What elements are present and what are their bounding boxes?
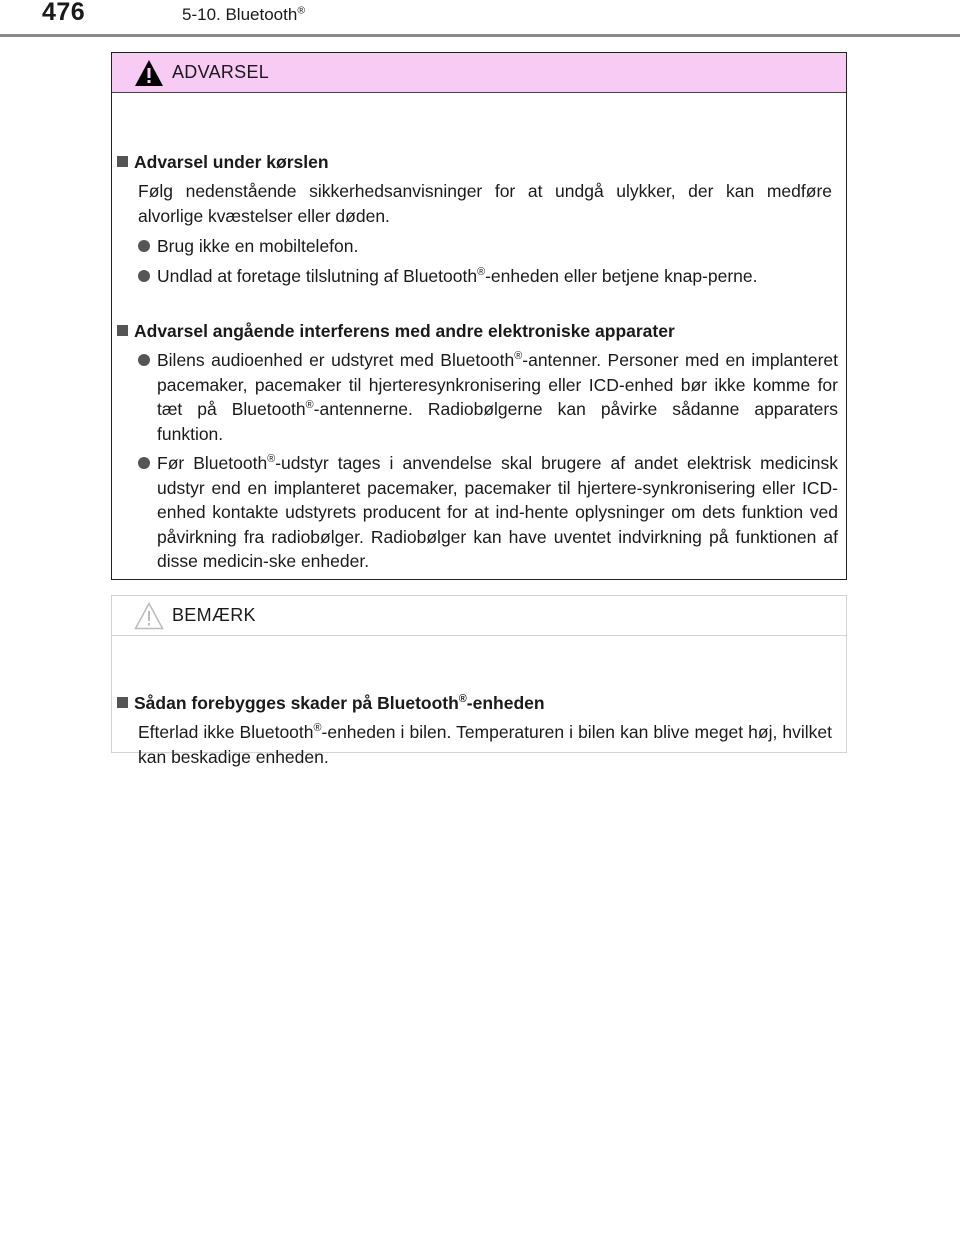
note-title: BEMÆRK [172, 605, 256, 625]
section-heading-text: Advarsel angående interferens med andre elektroniske apparater [134, 321, 675, 341]
section-title-text: 5-10. Bluetooth [182, 5, 298, 24]
round-bullet-icon [138, 270, 150, 282]
warning-title: ADVARSEL [172, 62, 270, 82]
note-box-header [112, 596, 846, 636]
section-heading-driving [117, 150, 836, 174]
list-item [138, 451, 838, 574]
list-item [138, 234, 838, 259]
round-bullet-icon [138, 240, 150, 252]
header-rule [0, 34, 960, 37]
square-bullet-icon [117, 325, 128, 336]
square-bullet-icon [117, 697, 128, 708]
note-body: Efterlad ikke Bluetooth®-enheden i bilen. Temperaturen i bilen kan blive meget høj, hvilket kan beskadige enheden. [138, 722, 832, 767]
note-heading: Sådan forebygges skader på Bluetooth®-enheden [117, 691, 836, 715]
section-heading-interference [117, 319, 836, 343]
list-item [138, 348, 838, 446]
list-item-text: Bilens audioenhed er udstyret med Bluetooth®-antenner. Personer med en implanteret pacemaker, pacemaker til hjerteresynkronisering eller ICD-enhed bør ikke komme for tæt på Bluetooth®-antennerne. Radiobølgerne kan påvirke sådanne apparaters funktion. [157, 350, 839, 444]
caution-triangle-icon [134, 602, 164, 630]
section-intro: Følg nedenstående sikkerhedsanvisninger for at undgå ulykker, der kan medføre alvorlige kvæstelser eller døden. [138, 181, 832, 226]
round-bullet-icon [138, 354, 150, 366]
warning-triangle-icon [134, 59, 164, 87]
registered-mark: ® [297, 4, 306, 17]
warning-box-header [112, 53, 846, 93]
list-item-text: Undlad at foretage tilslutning af Bluetooth®-enheden eller betjene knap-perne. [157, 266, 758, 286]
round-bullet-icon [138, 457, 150, 469]
list-item-text: Før Bluetooth®-udstyr tages i anvendelse skal brugere af andet elektrisk medicinsk udstyr end en implanteret pacemaker, pacemaker til hjertere-synkronisering eller ICD-enhed kontakte udstyrets producent for at ind-hente oplysninger om dets funktion ved påvirkning fra radiobølger. Radiobølger kan have uventet indvirkning på funktionen af disse medicin-ske enheder. [157, 453, 838, 571]
square-bullet-icon [117, 156, 128, 167]
section-title [182, 5, 305, 25]
note-box [111, 595, 847, 767]
page-number: 476 [42, 0, 86, 26]
list-item-text: Brug ikke en mobiltelefon. [157, 236, 359, 256]
section-heading-text: Advarsel under kørslen [134, 152, 329, 172]
warning-box [111, 52, 847, 580]
list-item [138, 264, 838, 289]
